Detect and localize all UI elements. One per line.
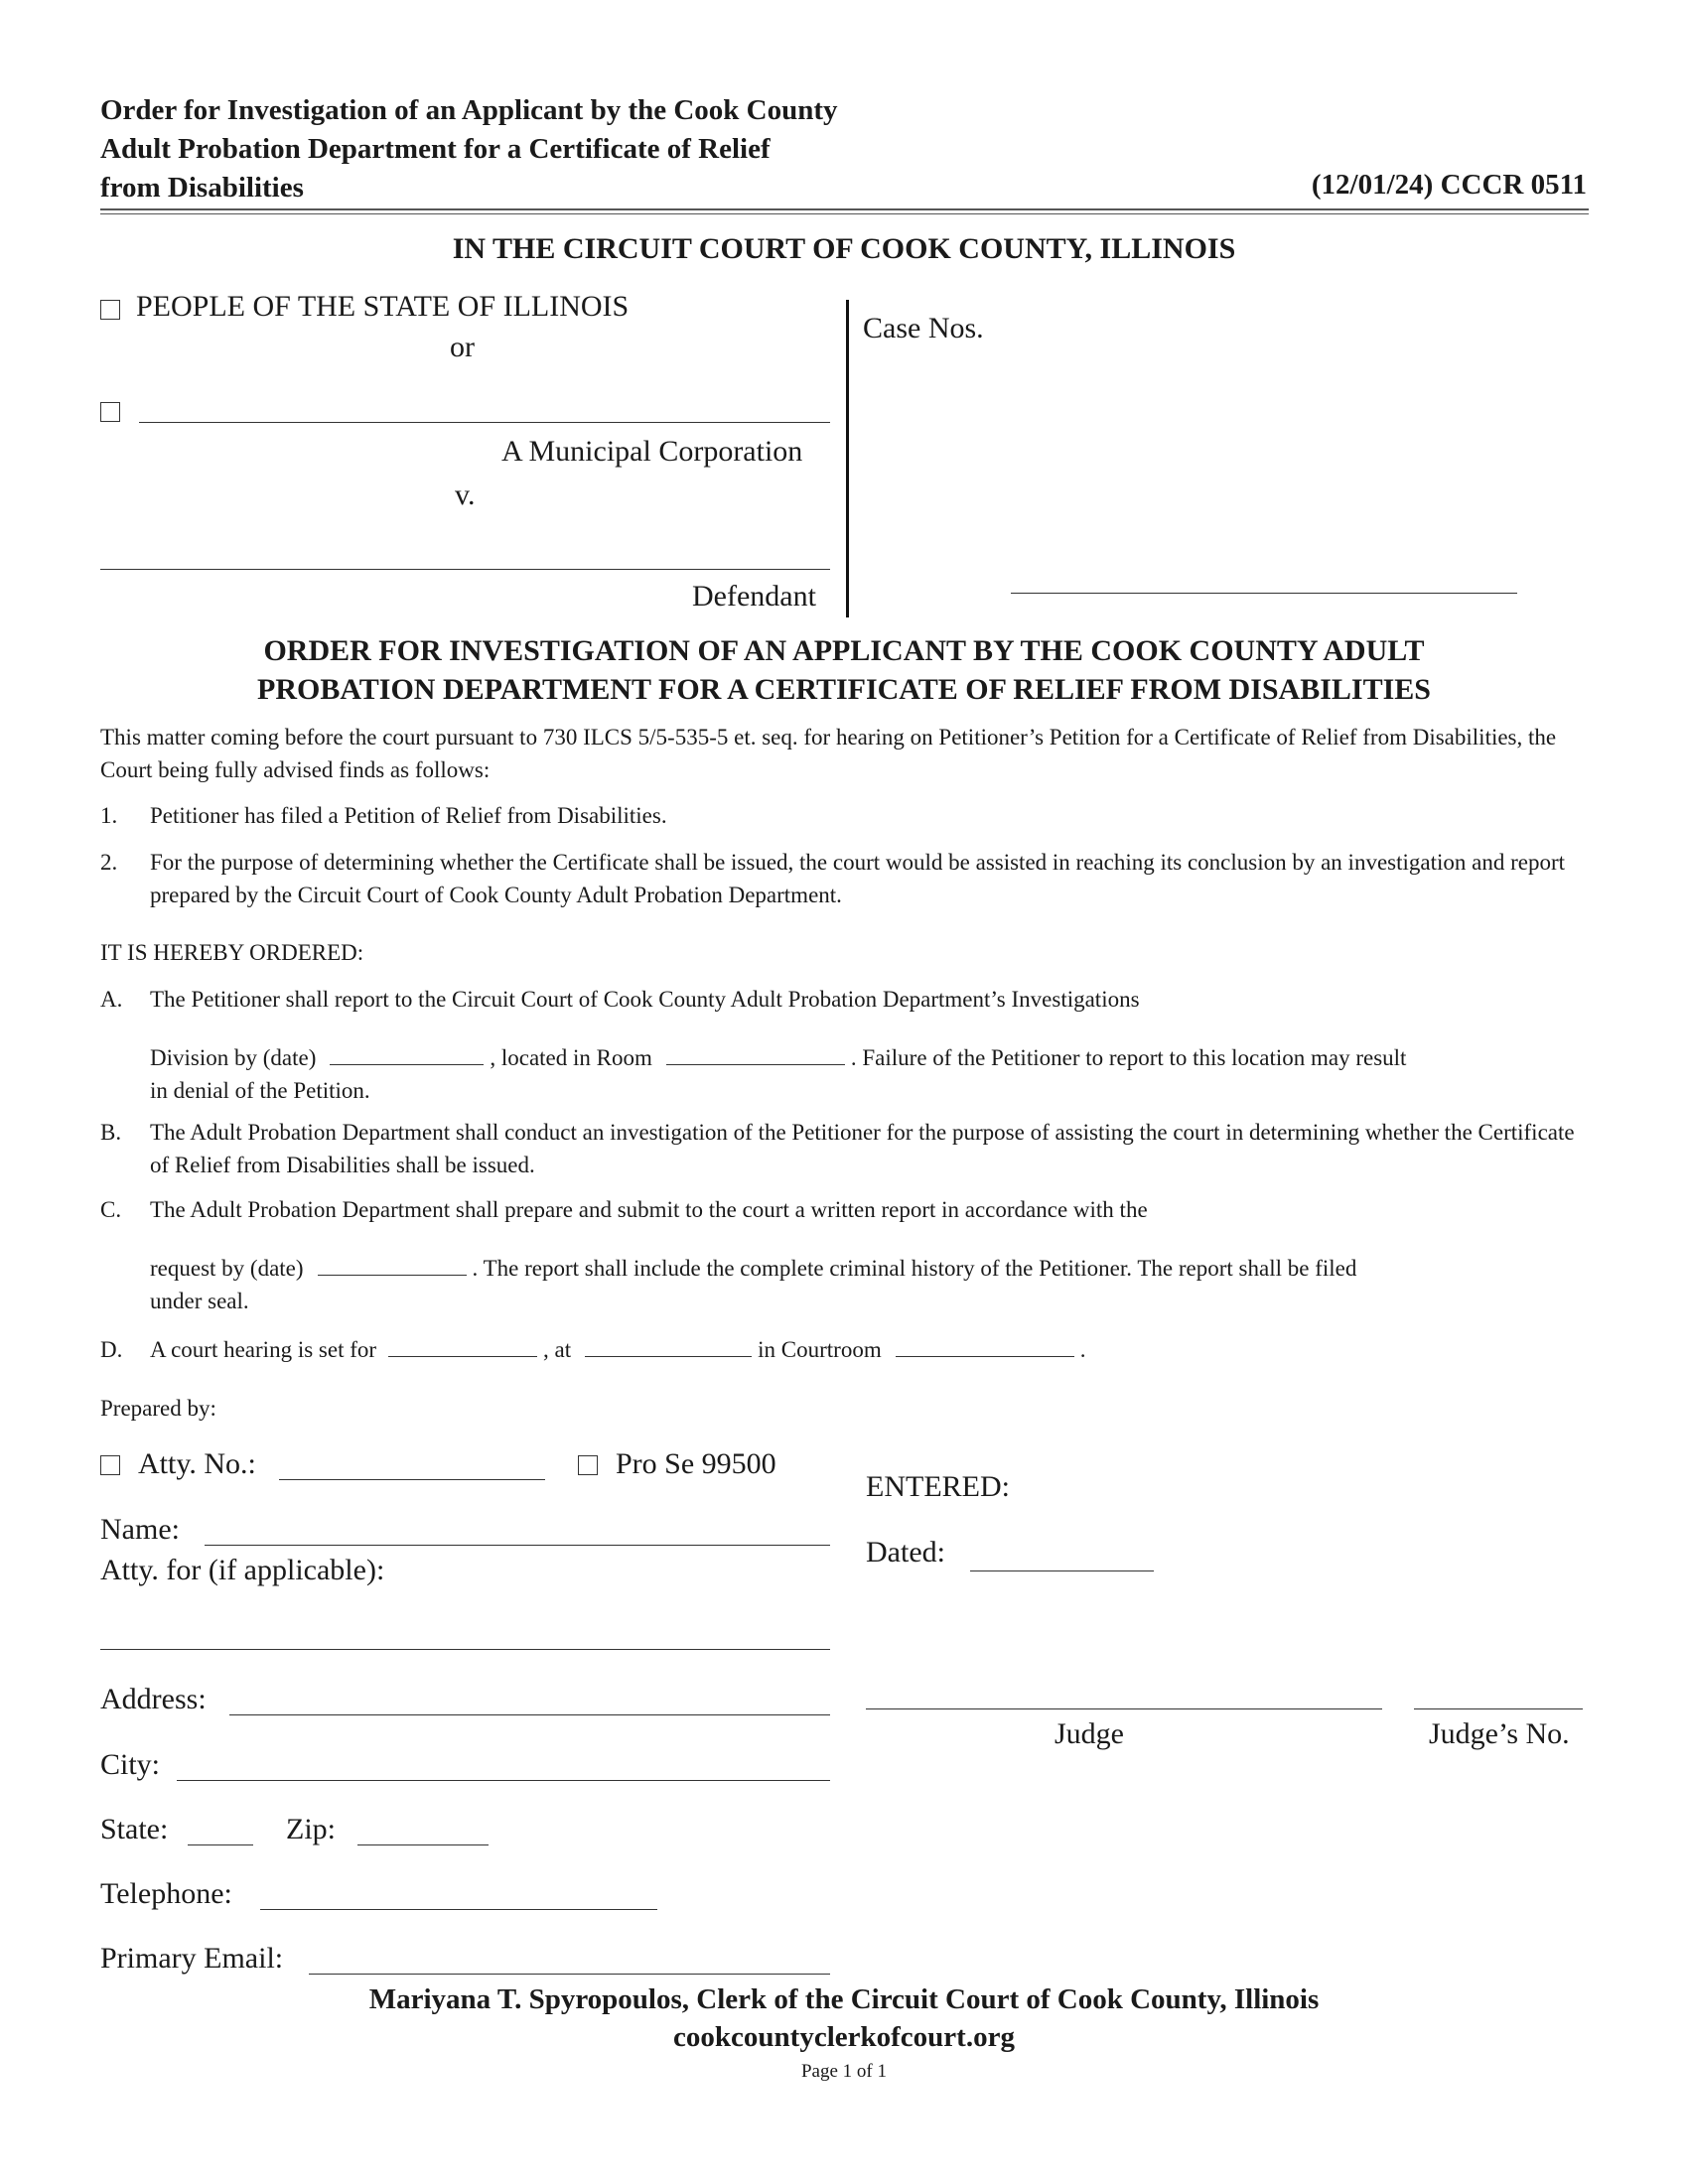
order-a-text	[150, 983, 1590, 1107]
court-name: IN THE CIRCUIT COURT OF COOK COUNTY, ILLINOIS	[452, 232, 1236, 265]
order-a-line3: in denial of the Petition.	[150, 1078, 370, 1103]
case-nos-label: Case Nos.	[863, 312, 984, 344]
email-label: Primary Email:	[100, 1942, 284, 1975]
room-label: , located in Room	[490, 1045, 652, 1070]
report-date-field[interactable]	[330, 1042, 484, 1065]
prepared-by-label: Prepared by:	[100, 1396, 216, 1421]
state-field[interactable]	[188, 1844, 253, 1845]
address-label: Address:	[100, 1683, 207, 1715]
form-code: (12/01/24) CCCR 0511	[1311, 169, 1587, 201]
state-label: State:	[100, 1813, 169, 1845]
order-c-line1: The Adult Probation Department shall prepare and submit to the court a written report in accordance with the	[150, 1197, 1148, 1222]
order-d-period: .	[1079, 1337, 1086, 1362]
judge-number-field[interactable]	[1414, 1708, 1583, 1709]
case-number-field[interactable]	[1011, 593, 1517, 594]
defendant-name-field[interactable]	[100, 569, 830, 570]
form-title-line3: from Disabilities	[100, 172, 304, 204]
order-title-line2: PROBATION DEPARTMENT FOR A CERTIFICATE OF RELIEF FROM DISABILITIES	[257, 673, 1431, 706]
telephone-field[interactable]	[260, 1909, 657, 1910]
atty-for-label: Atty. for (if applicable):	[100, 1554, 385, 1586]
header-rule-top	[100, 208, 1589, 210]
order-a-label: A.	[100, 987, 123, 1012]
email-field[interactable]	[309, 1974, 830, 1975]
versus-label: v.	[455, 478, 476, 511]
order-d-label: D.	[100, 1337, 123, 1362]
order-a-line2	[150, 1041, 1590, 1074]
finding-text: For the purpose of determining whether the Certificate shall be issued, the court would be assisted in reaching its conclusion by an investigation and report prepared by the Circuit Court of Cook County Adult Probation Department.	[150, 850, 1566, 907]
pro-se-label: Pro Se 99500	[616, 1447, 776, 1480]
city-field[interactable]	[177, 1780, 830, 1781]
municipality-checkbox[interactable]	[100, 402, 120, 422]
dated-field[interactable]	[970, 1570, 1154, 1571]
clerk-name: Mariyana T. Spyropoulos, Clerk of the Circuit Court of Cook County, Illinois	[368, 1983, 1320, 2015]
judge-number-label: Judge’s No.	[1429, 1717, 1570, 1750]
atty-for-field[interactable]	[100, 1649, 830, 1650]
hearing-time-field[interactable]	[585, 1334, 752, 1357]
name-field[interactable]	[205, 1545, 830, 1546]
header-rule-bottom	[100, 213, 1589, 214]
address-field[interactable]	[229, 1714, 830, 1715]
zip-field[interactable]	[357, 1844, 489, 1845]
report-date-label: Division by (date)	[150, 1045, 317, 1070]
form-title-line2: Adult Probation Department for a Certificate of Relief	[100, 133, 771, 165]
order-c-line2	[150, 1252, 1590, 1285]
atty-no-field[interactable]	[279, 1479, 545, 1480]
order-title	[0, 631, 1688, 709]
report-request-date-label: request by (date)	[150, 1256, 304, 1281]
order-b-label: B.	[100, 1120, 122, 1145]
atty-no-checkbox[interactable]	[100, 1455, 120, 1475]
order-d-text	[150, 1333, 1590, 1366]
order-c-report-text: . The report shall include the complete criminal history of the Petitioner. The report shall be filed	[472, 1256, 1357, 1281]
clerk-website: cookcountyclerkofcourt.org	[673, 2021, 1015, 2053]
atty-no-label: Atty. No.:	[138, 1447, 256, 1480]
order-c-label: C.	[100, 1197, 122, 1222]
entered-label: ENTERED:	[866, 1470, 1010, 1503]
municipality-name-field[interactable]	[139, 422, 830, 423]
judge-signature-field[interactable]	[866, 1708, 1382, 1709]
courtroom-label: in Courtroom	[758, 1337, 882, 1362]
people-label: PEOPLE OF THE STATE OF ILLINOIS	[136, 290, 630, 323]
form-title-line1: Order for Investigation of an Applicant by the Cook County	[100, 94, 838, 126]
people-checkbox[interactable]	[100, 300, 120, 320]
page-number: Page 1 of 1	[800, 2061, 887, 2082]
report-request-date-field[interactable]	[318, 1253, 467, 1276]
courtroom-field[interactable]	[896, 1334, 1074, 1357]
order-a-line1: The Petitioner shall report to the Circuit Court of Cook County Adult Probation Department’s Investigations	[150, 987, 1140, 1012]
finding-number: 1.	[100, 803, 118, 828]
finding-number: 2.	[100, 850, 118, 875]
finding-text: Petitioner has filed a Petition of Relief from Disabilities.	[150, 803, 667, 828]
intro-paragraph: This matter coming before the court pursuant to 730 ILCS 5/5-535-5 et. seq. for hearing on Petitioner’s Petition for a Certificate of Relief from Disabilities, the Court being fully advised finds as follows:	[100, 725, 1557, 782]
judge-label: Judge	[1055, 1717, 1124, 1750]
order-c-line3: under seal.	[150, 1289, 249, 1313]
form-title	[100, 91, 994, 207]
dated-label: Dated:	[866, 1536, 945, 1569]
telephone-label: Telephone:	[100, 1877, 232, 1910]
name-label: Name:	[100, 1513, 180, 1546]
order-title-line1: ORDER FOR INVESTIGATION OF AN APPLICANT BY THE COOK COUNTY ADULT	[263, 634, 1425, 667]
or-label: or	[450, 331, 475, 363]
caption-divider	[846, 300, 849, 617]
hearing-date-label: A court hearing is set for	[150, 1337, 377, 1362]
municipal-corporation-label: A Municipal Corporation	[501, 435, 803, 468]
room-field[interactable]	[666, 1042, 845, 1065]
city-label: City:	[100, 1748, 161, 1781]
pro-se-checkbox[interactable]	[578, 1455, 598, 1475]
ordered-heading: IT IS HEREBY ORDERED:	[100, 940, 364, 965]
hearing-date-field[interactable]	[388, 1334, 537, 1357]
hearing-time-label: , at	[543, 1337, 572, 1362]
order-b-text: The Adult Probation Department shall conduct an investigation of the Petitioner for the purpose of assisting the court in determining whether the Certificate of Relief from Disabilities shall be issued.	[150, 1120, 1575, 1177]
zip-label: Zip:	[286, 1813, 336, 1845]
defendant-label: Defendant	[692, 580, 816, 613]
order-c-text	[150, 1193, 1590, 1317]
order-a-failure-text: . Failure of the Petitioner to report to this location may result	[850, 1045, 1407, 1070]
